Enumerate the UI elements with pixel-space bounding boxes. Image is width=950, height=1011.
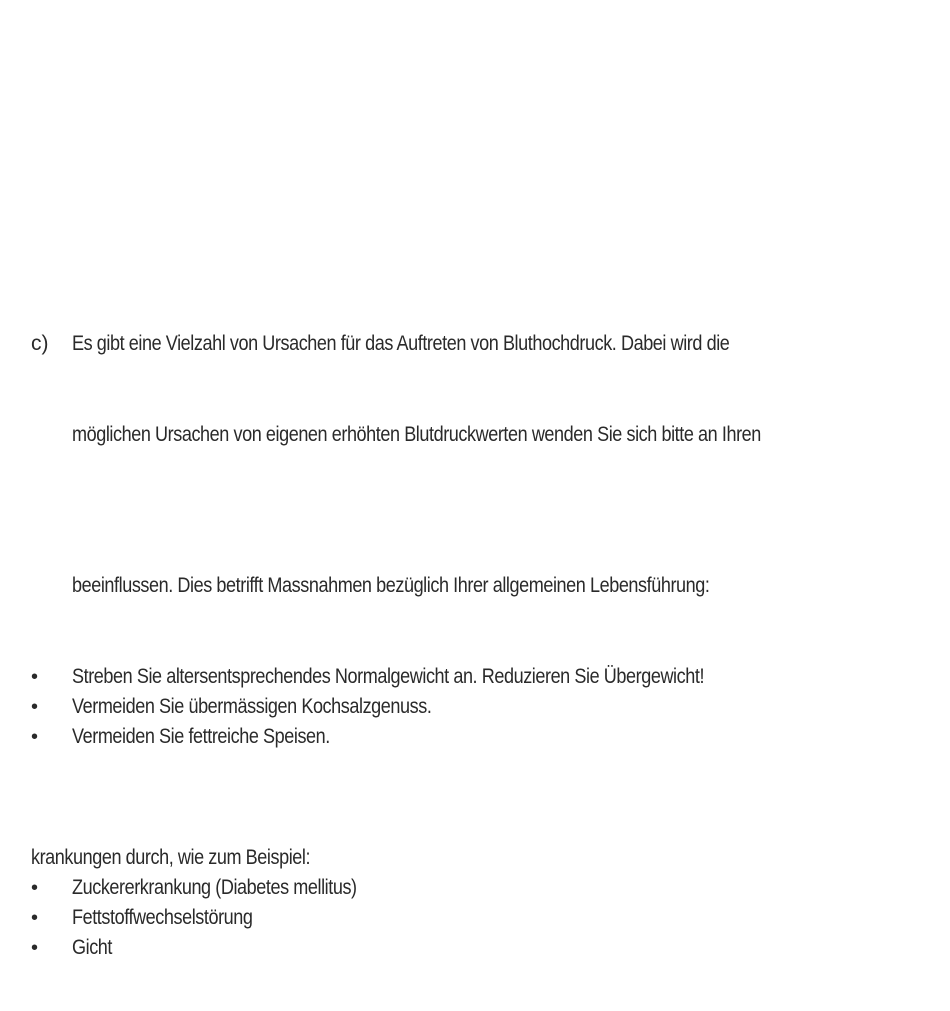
bullet-icon: • [31, 666, 39, 688]
section-c-marker: c) [31, 332, 49, 355]
list-item-text: Vermeiden Sie fettreiche Speisen. [72, 725, 330, 748]
list-item-text: Fettstoffwechselstörung [72, 906, 253, 929]
section-c-line-2: möglichen Ursachen von eigenen erhöhten Blutdruckwerten wenden Sie sich bitte an Ihren [72, 423, 761, 446]
bullet-icon: • [31, 696, 39, 718]
list-item-text: Streben Sie altersentsprechendes Normalgewicht an. Reduzieren Sie Übergewicht! [72, 665, 705, 688]
list-item-text: Zuckererkrankung (Diabetes mellitus) [72, 876, 357, 899]
bullet-icon: • [31, 937, 39, 959]
bullet-icon: • [31, 907, 39, 929]
section-c-line-1: Es gibt eine Vielzahl von Ursachen für das Auftreten von Bluthochdruck. Dabei wird die [72, 332, 730, 355]
section-c-line-3: beeinflussen. Dies betrifft Massnahmen bezüglich Ihrer allgemeinen Lebensführung: [72, 574, 710, 597]
bullet-icon: • [31, 877, 39, 899]
bullet-icon: • [31, 726, 39, 748]
list-item-text: Gicht [72, 936, 113, 959]
list-item-text: Vermeiden Sie übermässigen Kochsalzgenuss. [72, 695, 432, 718]
diseases-intro: krankungen durch, wie zum Beispiel: [31, 846, 311, 869]
